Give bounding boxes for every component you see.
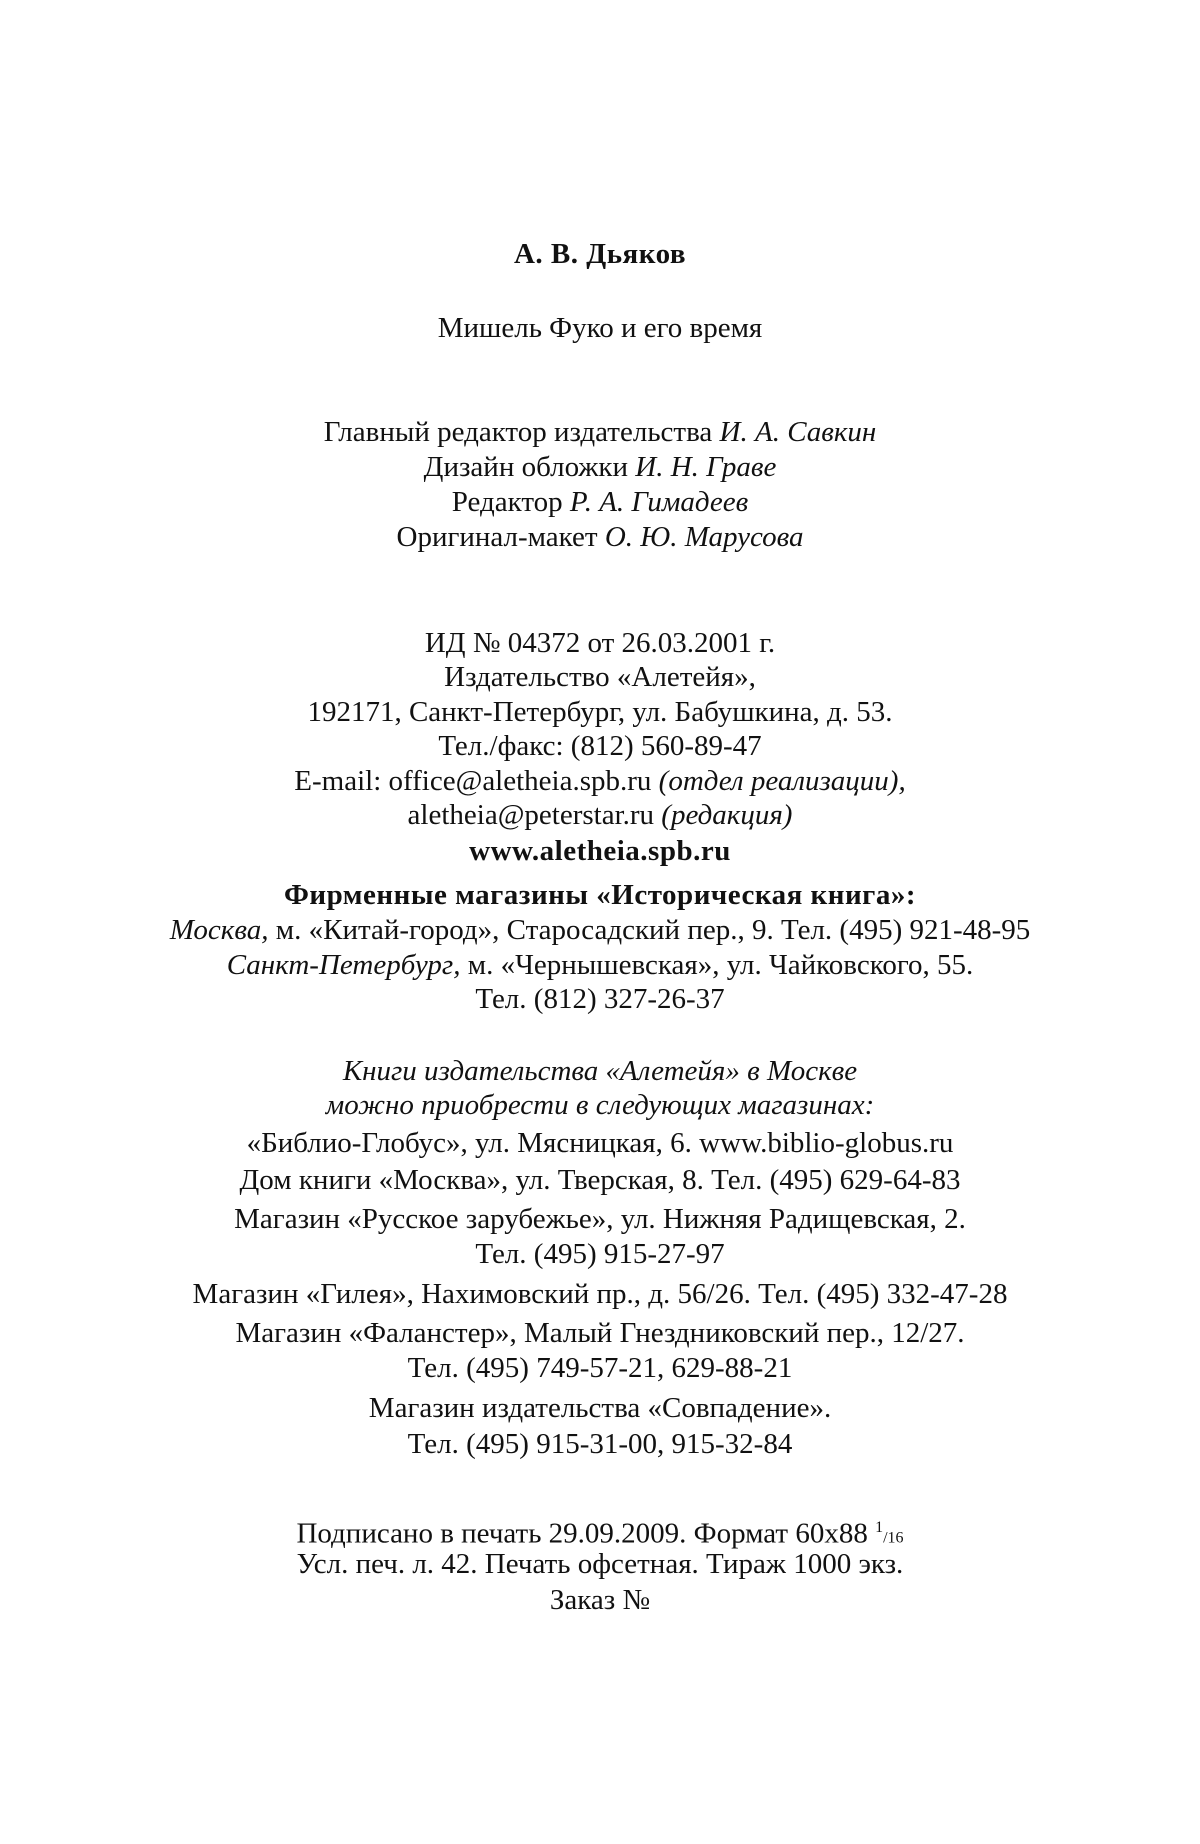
- credit-editor: [0, 484, 1200, 520]
- publisher-email-2: [0, 797, 1200, 833]
- credit-person: Р. А. Гимадеев: [569, 486, 749, 518]
- shops-intro-line-2: можно приобрести в следующих магазинах:: [325, 1089, 875, 1121]
- shop-line: Тел. (495) 749-57-21, 629-88-21: [407, 1352, 793, 1384]
- email-note: (отдел реализации),: [658, 765, 906, 797]
- email-note: (редакция): [661, 799, 793, 831]
- publisher-phone: Тел./факс: (812) 560-89-47: [438, 730, 762, 762]
- credit-role: Дизайн обложки: [423, 451, 629, 483]
- shop-line: Магазин «Фаланстер», Малый Гнездниковский пер., 12/27.: [235, 1317, 965, 1349]
- publisher-license: ИД № 04372 от 26.03.2001 г.: [424, 627, 776, 659]
- format-fraction-numerator: 1: [875, 1519, 884, 1536]
- shop-line: Магазин «Гилея», Нахимовский пр., д. 56/26. Тел. (495) 332-47-28: [192, 1278, 1008, 1310]
- publisher-email: [0, 763, 1200, 799]
- shop-line: Тел. (495) 915-31-00, 915-32-84: [407, 1428, 793, 1460]
- credit-cover-design: [0, 449, 1200, 485]
- store-city: Санкт-Петербург,: [226, 949, 461, 981]
- credit-role: Оригинал-макет: [396, 521, 598, 553]
- store-moscow: [0, 912, 1200, 948]
- credit-person: О. Ю. Марусова: [604, 521, 804, 553]
- email-address: E-mail: office@aletheia.spb.ru: [294, 765, 652, 797]
- credit-role: Главный редактор издательства: [323, 416, 713, 448]
- author-name: А. В. Дьяков: [513, 238, 687, 270]
- print-specs: Усл. печ. л. 42. Печать офсетная. Тираж 1000 экз.: [296, 1548, 904, 1580]
- shop-line: «Библио-Глобус», ул. Мясницкая, 6. www.biblio-globus.ru: [246, 1127, 954, 1159]
- shops-intro-line-1: Книги издательства «Алетейя» в Москве: [342, 1055, 858, 1087]
- credit-chief-editor: [0, 414, 1200, 450]
- publisher-name: Издательство «Алетейя»,: [444, 661, 756, 693]
- store-address: м. «Китай-город», Старосадский пер., 9. Тел. (495) 921-48-95: [275, 914, 1031, 946]
- store-address: м. «Чернышевская», ул. Чайковского, 55.: [467, 949, 974, 981]
- shop-line: Магазин издательства «Совпадение».: [368, 1392, 832, 1424]
- store-spb: [0, 947, 1200, 983]
- shop-line: Дом книги «Москва», ул. Тверская, 8. Тел. (495) 629-64-83: [239, 1164, 961, 1196]
- store-spb-phone: Тел. (812) 327-26-37: [475, 983, 725, 1015]
- book-title: Мишель Фуко и его время: [437, 312, 763, 344]
- publisher-website: www.aletheia.spb.ru: [469, 835, 731, 867]
- shop-line: Тел. (495) 915-27-97: [475, 1238, 725, 1270]
- print-signed-text: Подписано в печать 29.09.2009. Формат 60x88: [296, 1517, 868, 1550]
- credit-person: И. А. Савкин: [719, 416, 877, 448]
- store-city: Москва,: [169, 914, 269, 946]
- credit-layout: [0, 519, 1200, 555]
- stores-heading: Фирменные магазины «Историческая книга»:: [283, 879, 917, 911]
- shop-line: Магазин «Русское зарубежье», ул. Нижняя Радищевская, 2.: [234, 1203, 966, 1235]
- credit-role: Редактор: [451, 486, 563, 518]
- publisher-address: 192171, Санкт-Петербург, ул. Бабушкина, д. 53.: [307, 696, 893, 728]
- email-address: aletheia@peterstar.ru: [407, 799, 655, 831]
- print-order: Заказ №: [549, 1584, 651, 1616]
- format-fraction-denominator: /16: [883, 1529, 904, 1547]
- credit-person: И. Н. Граве: [635, 451, 777, 483]
